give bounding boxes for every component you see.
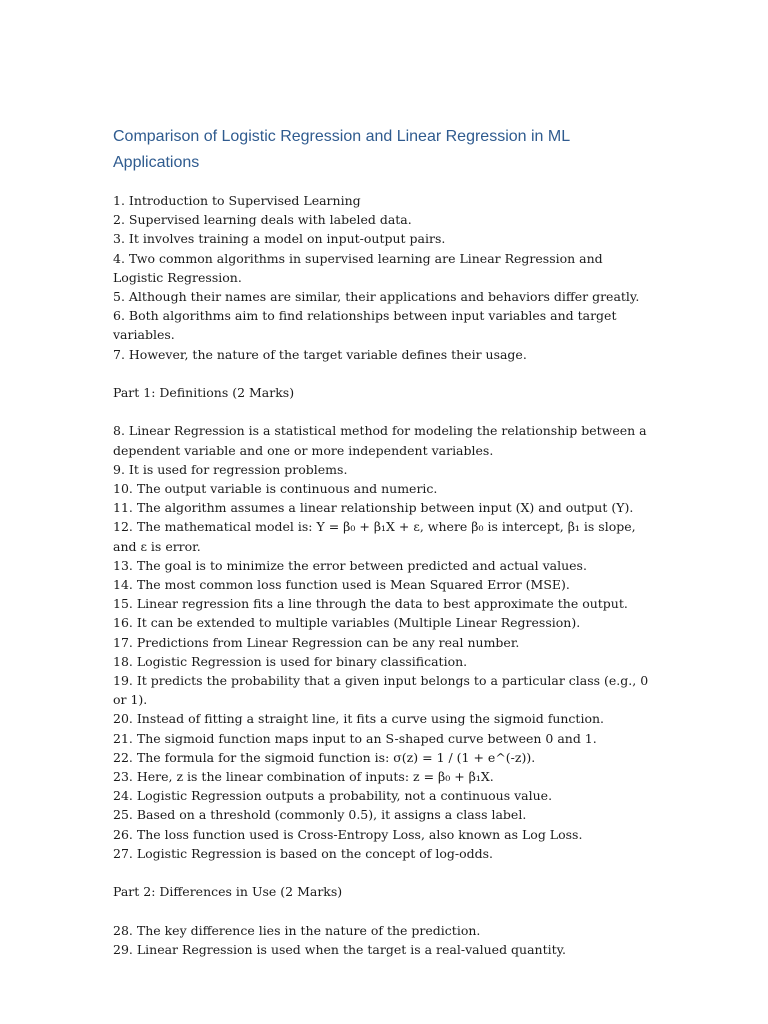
list-item: 20. Instead of fitting a straight line, it fits a curve using the sigmoid function.	[113, 711, 604, 727]
list-item: 27. Logistic Regression is based on the concept of log-odds.	[113, 845, 494, 861]
list-item: 9. It is used for regression problems.	[113, 461, 348, 477]
part1-section	[113, 421, 653, 863]
list-item: 16. It can be extended to multiple variables (Multiple Linear Regression).	[113, 615, 581, 631]
intro-section	[113, 191, 653, 364]
list-item: 15. Linear regression fits a line through the data to best approximate the output.	[113, 596, 628, 612]
list-item: 4. Two common algorithms in supervised learning are Linear Regression and Logistic Regression.	[113, 250, 603, 285]
document-body	[113, 124, 653, 959]
list-item: 5. Although their names are similar, their applications and behaviors differ greatly.	[113, 289, 640, 305]
list-item: 21. The sigmoid function maps input to an S-shaped curve between 0 and 1.	[113, 730, 597, 746]
list-item: 14. The most common loss function used is Mean Squared Error (MSE).	[113, 577, 570, 593]
list-item: 2. Supervised learning deals with labeled data.	[113, 212, 412, 228]
paragraph-gap	[113, 402, 653, 421]
list-item: 1. Introduction to Supervised Learning	[113, 193, 361, 208]
part2-heading: Part 2: Differences in Use (2 Marks)	[113, 884, 343, 900]
list-item: 25. Based on a threshold (commonly 0.5), it assigns a class label.	[113, 807, 527, 823]
list-item: 28. The key difference lies in the nature of the prediction.	[113, 922, 481, 938]
list-item: 24. Logistic Regression outputs a probability, not a continuous value.	[113, 788, 553, 804]
paragraph-gap	[113, 364, 653, 383]
list-item: 11. The algorithm assumes a linear relationship between input (X) and output (Y).	[113, 500, 634, 516]
list-item: 3. It involves training a model on input-output pairs.	[113, 231, 446, 247]
list-item: 8. Linear Regression is a statistical method for modeling the relationship between a dependent variable and one or more independent variables.	[113, 423, 647, 458]
list-item: 18. Logistic Regression is used for binary classification.	[113, 653, 468, 669]
list-item: 29. Linear Regression is used when the target is a real-valued quantity.	[113, 941, 567, 957]
list-item: 23. Here, z is the linear combination of inputs: z = β₀ + β₁X.	[113, 769, 494, 785]
paragraph-gap	[113, 901, 653, 920]
list-item: 6. Both algorithms aim to find relationships between input variables and target variables.	[113, 308, 617, 343]
list-item: 22. The formula for the sigmoid function is: σ(z) = 1 / (1 + e^(-z)).	[113, 749, 536, 765]
list-item: 26. The loss function used is Cross-Entropy Loss, also known as Log Loss.	[113, 826, 583, 842]
list-item: 7. However, the nature of the target variable defines their usage.	[113, 346, 527, 362]
paragraph-gap	[113, 863, 653, 882]
list-item: 12. The mathematical model is: Y = β₀ + β₁X + ε, where β₀ is intercept, β₁ is slope, and ε is error.	[113, 519, 636, 554]
list-item: 10. The output variable is continuous and numeric.	[113, 481, 438, 497]
part1-heading: Part 1: Definitions (2 Marks)	[113, 385, 295, 401]
document-title: Comparison of Logistic Regression and Linear Regression in ML Applications	[113, 128, 570, 171]
list-item: 17. Predictions from Linear Regression can be any real number.	[113, 634, 520, 650]
list-item: 19. It predicts the probability that a given input belongs to a particular class (e.g., 0 or 1).	[113, 673, 649, 708]
part2-section	[113, 921, 653, 959]
list-item: 13. The goal is to minimize the error between predicted and actual values.	[113, 557, 587, 573]
